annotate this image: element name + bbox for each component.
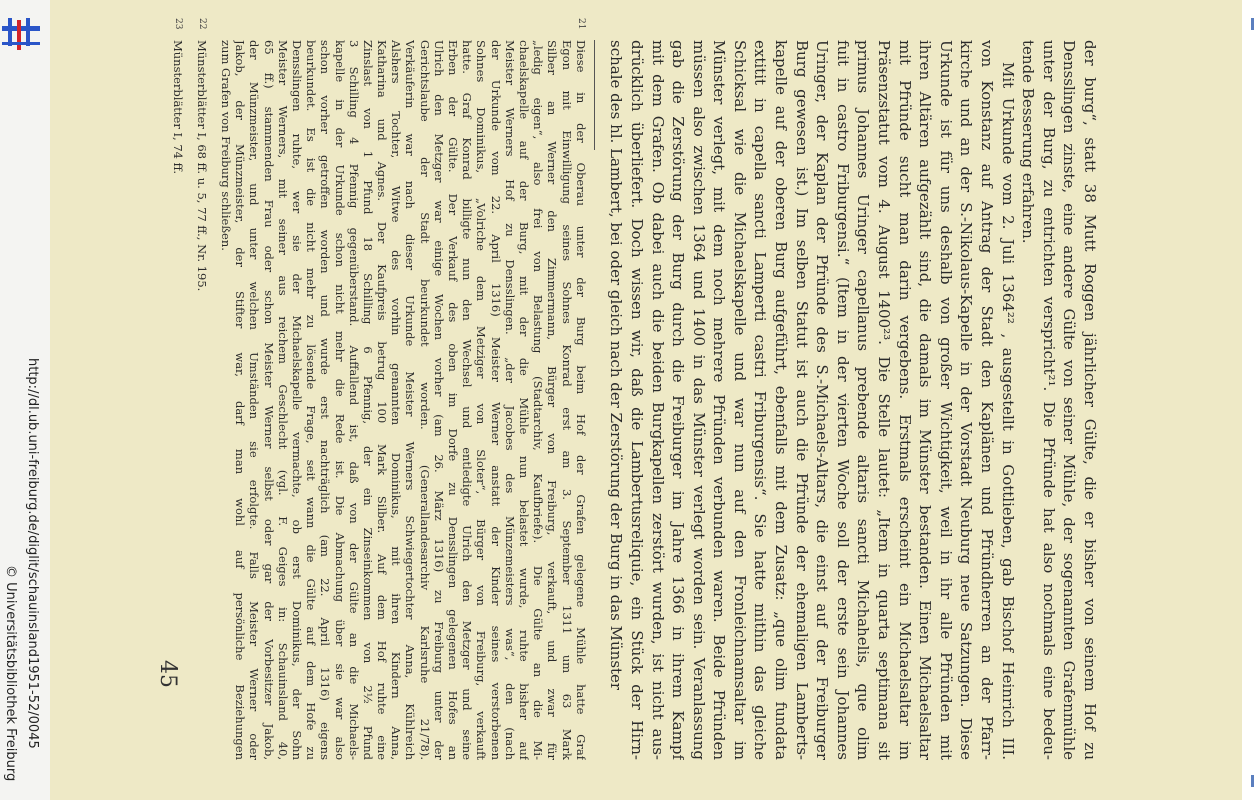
footnote	[194, 18, 209, 760]
text-line: Mit Urkunde vom 2. Juli 1364²² , ausgestellt in Gottlieben, gab Bischof Heinrich III.	[998, 62, 1017, 760]
footnote-line: kapelle in der Urkunde schon nicht mehr die Rede ist. Die Abmachung über sie war also	[332, 40, 347, 760]
footnotes	[170, 18, 588, 760]
text-line: mit Pfründe sucht man darin vergebens. Erstmals erscheint ein Michaelsaltar im	[895, 40, 914, 760]
footnote-line: Münsterblätter I, 74 ff.	[170, 40, 185, 175]
footnote-line: Gerichtslaube der Stadt beurkundet worden. (Generallandesarchiv Karlsruhe 21/78).	[417, 40, 432, 760]
footnote-line: zum Grafen von Freiburg schließen.	[219, 40, 234, 251]
footnote-line: Katharina und Agnes. Der Kaufpreis betrug 100 Mark Silber. Auf dem Hof ruhte eine	[375, 40, 390, 760]
edge-marker	[1251, 775, 1254, 787]
text-line: extitit in capella sancti Lamperti castri Friburgensis“. Sie hatte mithin das gleiche	[751, 40, 770, 760]
text-line: gab die Zerstörung der Burg durch die Freiburger im Jahre 1366 in ihrem Kampf	[669, 40, 688, 760]
page-number: 45	[155, 660, 180, 688]
footnote-line: Egon mit Einwilligung seines Sohnes Konrad erst am 3. September 1311 um 63 Mark	[559, 40, 574, 760]
edge-marker	[1251, 18, 1254, 30]
footnote-line: 3 Schilling 4 Pfennig gegenüberstand. Auffallend ist, daß von der Gülte an die Michaels-	[346, 40, 361, 760]
page-text-body	[60, 18, 1100, 760]
text-line: Densslingen zinste, eine andere Gülte von seiner Mühle, der sogenannten Grafenmühle	[1060, 40, 1079, 760]
footnote-line: schon vorher getroffen worden und wurde erst nachträglich (am 22. April 1316) eigens	[318, 40, 333, 760]
credit-sidebar	[0, 0, 50, 800]
text-line: müssen also zwischen 1364 und 1400 in das Münster verlegt worden sein. Veranlassung	[689, 40, 708, 760]
footnote-line: Münsterblätter I, 68 ff. u. 5, 77 ff., Nr. 195.	[194, 40, 209, 292]
footnote	[219, 18, 588, 760]
footnote-divider	[594, 40, 595, 150]
footnote-line: Alshers Tochter, Witwe des vorhin genannten Dominikus, mit ihren Kindern Anna,	[389, 40, 404, 760]
text-line: Präsenzstatut vom 4. August 1400²³. Die Stelle lautet: „Item in quarta septimana sit	[875, 40, 894, 760]
footnote-line: Meister Werners Hof zu Densslingen. „der Jacobes des Münzemeisters was“, den (nach	[502, 40, 517, 760]
text-line: Urkunde ist für uns deshalb von großer Wichtigkeit, weil in ihr alle Pfründen mit	[936, 40, 955, 760]
footnote-line: beurkundet. Es ist die nicht mehr zu lösende Frage, seit wann die Gülte auf dem Hofe zu	[304, 40, 319, 760]
copyright-notice: © Universitätsbibliothek Freiburg	[3, 565, 18, 782]
text-line: drücklich überliefert. Doch wissen wir, daß die Lambertusreliquie, ein Stück der Hirn-	[627, 40, 646, 760]
text-line: Burg gewesen ist.) Im selben Statut ist auch die Pfründe der ehemaligen Lamberts-	[792, 40, 811, 760]
footnote-line: der Münzmeister, und unter welchen Umständen sie erfolgte. Falls Meister Werner oder	[247, 40, 262, 760]
footnote-line: Meister Werners, mit seiner aus reichem Geschlecht (vgl. F. Geiges in: Schauinsland 40,	[275, 40, 290, 760]
footnote-line: Densslingen ruhte, wer sie der Michaelskapelle vermachte, ob erst Dominikus, der Sohn	[290, 40, 304, 760]
footnote-line: der Urkunde vom 22. April 1316) Meister Werner anstatt der Kinder seines verstorbenen	[488, 40, 503, 760]
footnote-line: chaelskapelle auf der Burg, mit der die Mühle nun belastet wurde, ruhte bisher auf	[517, 40, 531, 760]
text-line: fuit in castro Friburgensi.“ (Item in der vierten Woche soll der erste sein Johannes	[833, 40, 852, 760]
footnote-number: 22	[196, 18, 207, 30]
text-line: von Konstanz auf Antrag der Stadt den Kaplänen und Pfründherren an der Pfarr-	[978, 40, 997, 760]
footnote-line: Zinslast von 1 Pfund 18 Schilling 6 Pfennig, der ein Zinseinkommen von 2½ Pfund	[360, 40, 375, 760]
footnote-line: Ulrich den Metzger war einige Wochen vorher (am 26. März 1316) zu Freiburg unter der	[431, 40, 446, 760]
text-line: Münster verlegt, mit dem noch mehrere Pfründen verbunden waren. Beide Pfründen	[710, 40, 729, 760]
footnote-spacer	[209, 40, 219, 760]
text-line: Schicksal wie die Michaelskapelle und war nun auf den Fronleichnamsaltar im	[730, 40, 749, 760]
footnote-line: hatte. Graf Konrad billigte nun den Wechsel und entledigte Ulrich den Metzger und seine	[460, 40, 475, 760]
text-line: kapelle auf der oberen Burg aufgeführt, ebenfalls mit dem Zusatz: „que olim fundata	[772, 40, 791, 760]
text-line: unter der Burg, zu entrichten verspricht²¹. Die Pfründe hat also nochmals eine bedeu-	[1039, 40, 1058, 760]
footnote-number: 23	[172, 18, 183, 30]
source-url[interactable]: http://dl.ub.uni-freiburg.de/diglit/schauinsland1951-52/0045	[25, 358, 40, 749]
footnote-line: Diese in der Oberau unter der Burg beim Hof der Grafen gelegene Mühle hatte Graf	[573, 40, 588, 760]
footnote-number: 21	[575, 18, 586, 30]
text-line: mit dem Grafen. Ob dabei auch die beiden Burgkapellen zerstört wurden, ist nicht aus-	[648, 40, 667, 760]
text-line: primus Johannes Uringer capellanus prebende altaris sancti Michahelis, que olim	[854, 40, 873, 760]
footnote	[170, 18, 185, 760]
footnote-line: Jakob, der Münzmeister, der Stifter war, darf man wohl auf persönliche Beziehungen	[233, 40, 248, 760]
scanned-page	[50, 0, 1242, 800]
footnote-line: Sohnes Dominikus, „Volriche dem Metziger von Sloter“, Bürger von Freiburg, verkauft	[474, 40, 489, 760]
viewer-edge	[1242, 0, 1256, 800]
footnote-line: Silber an Werner den Zimmermann, Bürger von Freiburg, verkauft, und zwar für	[545, 40, 560, 760]
text-line: schale des hl. Lambert, bei oder gleich nach der Zerstörung der Burg in das Münster	[607, 40, 626, 691]
footnote-line: „ledig eigen“, also frei von Belastung (Stadtarchiv, Kaufbriefe). Die Gülte an die Mi-	[531, 40, 546, 760]
text-line: Uringer, der Kaplan der Pfründe des S.-Michaels-Altars, die einst auf der Freiburger	[813, 40, 832, 760]
footnote-spacer	[185, 40, 195, 760]
main-text	[606, 40, 1100, 760]
text-line: tende Besserung erfahren.	[1019, 40, 1038, 244]
footnote-line: 65 ff.) stammenden Frau oder schon Meister Werner selbst oder gar der Vorbesitzer Jakob,	[261, 40, 276, 760]
text-line: kirche und an der S.-Nikolaus-Kapelle in der Vorstadt Neuburg neue Satzungen. Diese	[957, 40, 976, 760]
footnote-line: Erben der Gülte. Der Verkauf des oben im Dorfe zu Densslingen gelegenen Hofes an	[446, 40, 461, 760]
credit-text	[0, 0, 50, 800]
footnote-line: Verkäuferin war nach dieser Urkunde Meister Werners Schwiegertochter Anna, Kühlreich	[403, 40, 418, 760]
text-line: der burg“, statt 38 Mutt Roggen jährlicher Gülte, die er bisher von seinem Hof zu	[1081, 40, 1099, 760]
text-line: ihren Altären aufgezählt sind, die damals im Münster bestanden. Einen Michaelsaltar	[916, 40, 935, 760]
